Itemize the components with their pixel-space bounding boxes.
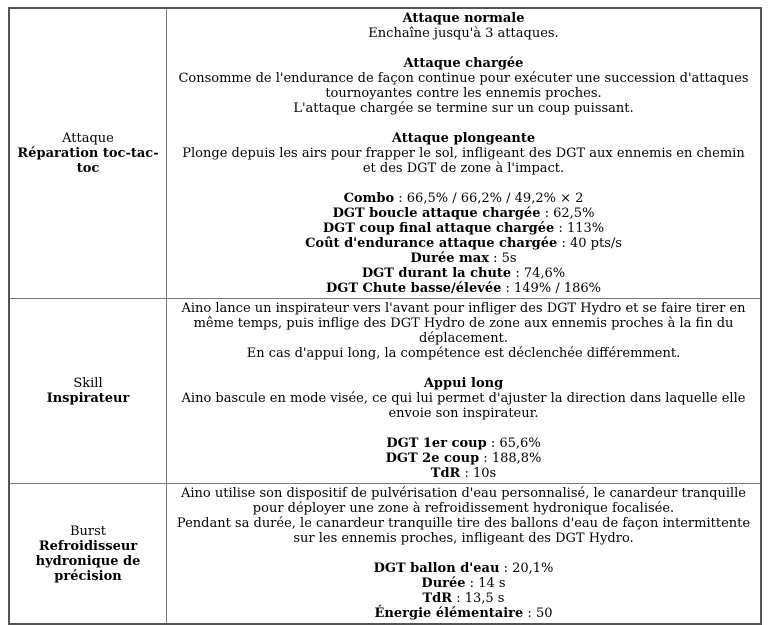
- stat-label: DGT 2e coup: [385, 451, 480, 466]
- stat-line: [175, 281, 752, 296]
- stat-line: [175, 221, 752, 236]
- stat-value: 10s: [473, 466, 497, 481]
- stat-label: TdR: [422, 591, 453, 606]
- stat-line: [175, 466, 752, 481]
- stat-separator: :: [554, 221, 567, 236]
- stat-line: [175, 266, 752, 281]
- stat-label: Combo: [343, 191, 395, 206]
- description-cell: [167, 299, 762, 484]
- ability-table: [8, 7, 762, 625]
- stat-value: 188,8%: [491, 451, 542, 466]
- stat-line: [175, 236, 752, 251]
- stat-label: DGT coup final attaque chargée: [322, 221, 555, 236]
- stat-label: DGT ballon d'eau: [373, 561, 500, 576]
- stat-separator: :: [557, 236, 570, 251]
- spacer: [175, 176, 752, 191]
- description-text: Aino utilise son dispositif de pulvérisation d'eau personnalisé, le canardeur tranquille pour déployer une zone à refroidissement hydronique focalisée.: [181, 486, 746, 516]
- stat-label: DGT Chute basse/élevée: [325, 281, 502, 296]
- ability-cell: [9, 8, 167, 299]
- stat-label: Coût d'endurance attaque chargée: [305, 236, 558, 251]
- spacer: [175, 116, 752, 131]
- stat-line: [175, 251, 752, 266]
- spacer: [175, 421, 752, 436]
- stat-value: 40 pts/s: [569, 236, 622, 251]
- stat-label: TdR: [430, 466, 461, 481]
- stat-separator: :: [486, 436, 500, 451]
- spacer: [175, 41, 752, 56]
- table-row: [9, 8, 761, 299]
- stat-line: [175, 576, 752, 591]
- stat-separator: :: [523, 606, 536, 621]
- stat-value: 5s: [501, 251, 517, 266]
- stat-label: Durée: [421, 576, 466, 591]
- stat-separator: :: [460, 466, 473, 481]
- stat-line: [175, 206, 752, 221]
- stat-value: 13,5 s: [464, 591, 505, 606]
- stat-line: [175, 591, 752, 606]
- description-text: En cas d'appui long, la compétence est déclenchée différemment.: [246, 346, 681, 361]
- stat-value: 20,1%: [512, 561, 554, 576]
- stat-separator: :: [394, 191, 407, 206]
- stat-value: 62,5%: [553, 206, 595, 221]
- ability-name: Refroidisseur hydronique de précision: [35, 538, 141, 584]
- description-text: L'attaque chargée se termine sur un coup puissant.: [293, 101, 634, 116]
- ability-type: Burst: [69, 523, 107, 539]
- stat-value: 66,5% / 66,2% / 49,2% × 2: [406, 191, 584, 206]
- stat-value: 65,6%: [499, 436, 541, 451]
- spacer: [175, 361, 752, 376]
- description-text: Plonge depuis les airs pour frapper le sol, infligeant des DGT aux ennemis en chemin et des DGT de zone à l'impact.: [182, 146, 745, 176]
- ability-cell: [9, 299, 167, 484]
- description-text: Aino lance un inspirateur vers l'avant pour infliger des DGT Hydro et se faire tirer en même temps, puis inflige des DGT Hydro de zone aux ennemis proches à la fin du déplacement.: [181, 301, 746, 346]
- stat-separator: :: [501, 281, 515, 296]
- stat-label: Durée max: [410, 251, 489, 266]
- stat-separator: :: [540, 206, 554, 221]
- stat-value: 14 s: [478, 576, 506, 591]
- section-heading: Attaque normale: [402, 11, 525, 26]
- abilities-table: [8, 7, 762, 625]
- section-heading: Attaque plongeante: [391, 131, 536, 146]
- ability-type: Attaque: [62, 131, 114, 146]
- stat-separator: :: [511, 266, 524, 281]
- section-heading: Appui long: [423, 376, 504, 391]
- section-heading: Attaque chargée: [403, 56, 524, 71]
- stat-label: DGT durant la chute: [361, 266, 512, 281]
- stat-separator: :: [488, 251, 502, 266]
- stat-value: 149% / 186%: [514, 281, 601, 296]
- stat-separator: :: [465, 576, 479, 591]
- stat-line: [175, 561, 752, 576]
- description-cell: [167, 8, 762, 299]
- stat-value: 113%: [566, 221, 605, 236]
- stat-value: 74,6%: [523, 266, 566, 281]
- stat-line: [175, 606, 752, 621]
- description-text: Consomme de l'endurance de façon continue pour exécuter une succession d'attaques tournoyantes contre les ennemis proches.: [178, 71, 749, 101]
- ability-name: Inspirateur: [46, 391, 130, 406]
- table-row: [9, 299, 761, 484]
- stat-value: 50: [535, 606, 553, 621]
- spacer: [175, 546, 752, 561]
- stat-separator: :: [452, 591, 465, 606]
- description-text: Pendant sa durée, le canardeur tranquille tire des ballons d'eau de façon intermittente sur les ennemis proches, infligeant des DGT Hydro.: [176, 516, 751, 546]
- stat-label: DGT 1er coup: [386, 436, 487, 451]
- stat-separator: :: [499, 561, 513, 576]
- description-cell: [167, 484, 762, 625]
- stat-line: [175, 191, 752, 206]
- stat-separator: :: [479, 451, 492, 466]
- description-text: Enchaîne jusqu'à 3 attaques.: [368, 26, 559, 41]
- stat-label: DGT boucle attaque chargée: [332, 206, 541, 221]
- description-text: Aino bascule en mode visée, ce qui lui permet d'ajuster la direction dans laquelle elle envoie son inspirateur.: [181, 391, 746, 421]
- stat-label: Énergie élémentaire: [374, 606, 524, 621]
- stat-line: [175, 451, 752, 466]
- table-row: [9, 484, 761, 625]
- ability-table-body: [9, 8, 761, 624]
- ability-type: Skill: [73, 376, 103, 391]
- ability-cell: [9, 484, 167, 625]
- stat-line: [175, 436, 752, 451]
- ability-name: Réparation toc-tac-toc: [17, 146, 159, 176]
